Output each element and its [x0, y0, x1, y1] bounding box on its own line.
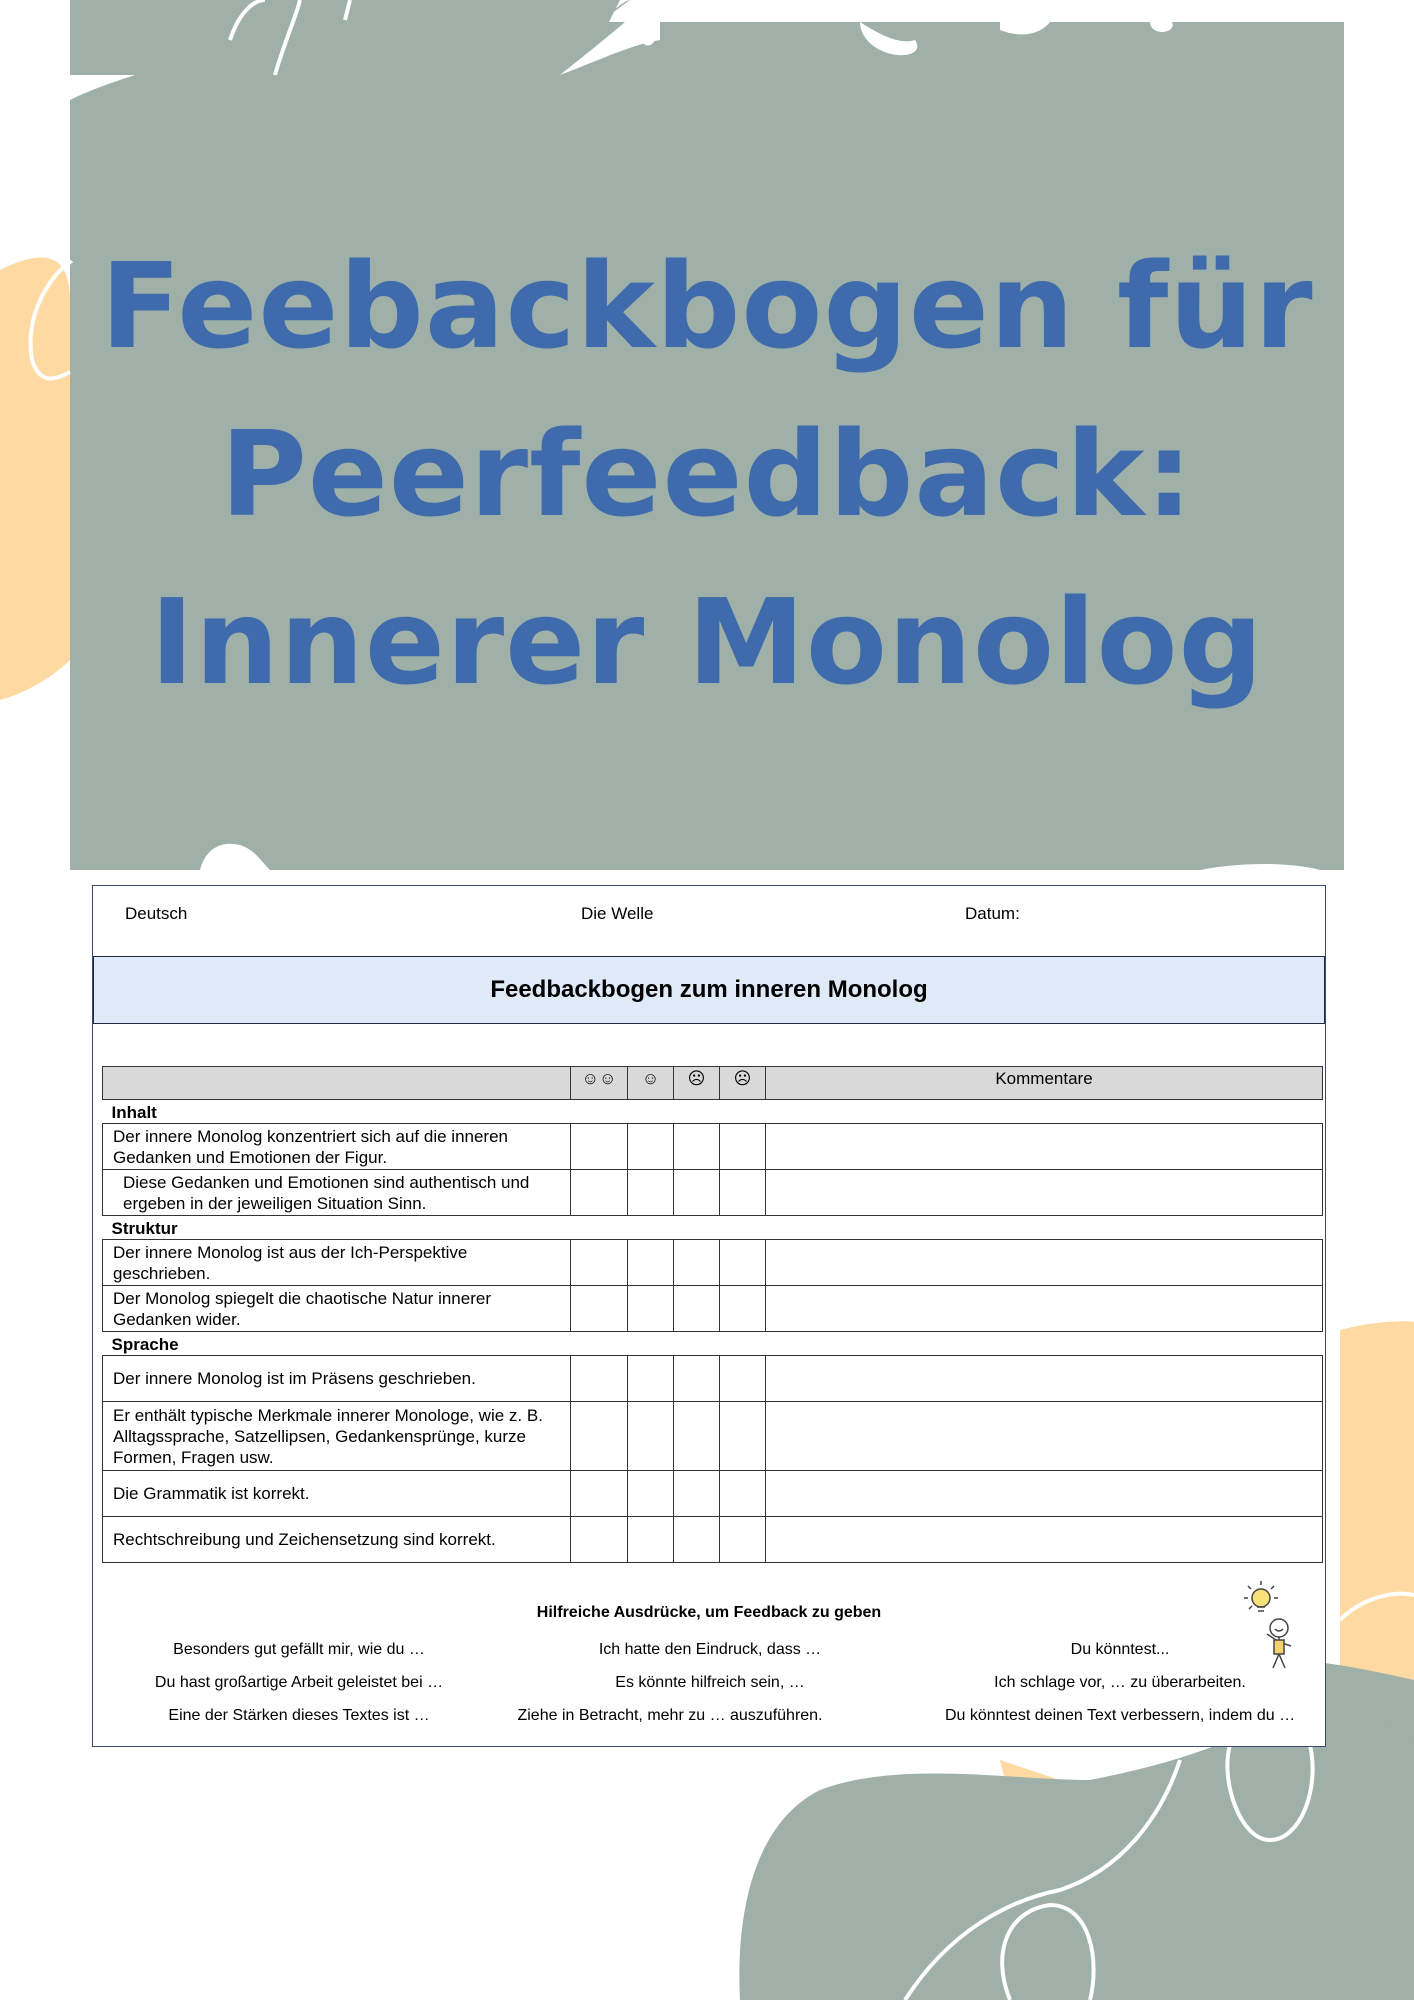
- phrase-row: [93, 1674, 1325, 1694]
- feedback-table: [102, 1066, 1323, 1563]
- page-title: [70, 222, 1344, 726]
- criterion-text: Der innere Monolog ist aus der Ich-Perspektive geschrieben.: [103, 1240, 571, 1286]
- rating-cell[interactable]: [674, 1517, 720, 1563]
- helpful-phrases: [93, 1604, 1325, 1724]
- rating-cell[interactable]: [571, 1286, 628, 1332]
- rating-cell[interactable]: [720, 1286, 766, 1332]
- date-label: Datum:: [965, 904, 1020, 923]
- comment-cell[interactable]: [766, 1286, 1323, 1332]
- rating-cell[interactable]: [674, 1402, 720, 1471]
- table-row: [103, 1240, 1323, 1286]
- topic-label: Die Welle: [581, 904, 654, 923]
- comment-cell[interactable]: [766, 1356, 1323, 1402]
- rating-cell[interactable]: [571, 1402, 628, 1471]
- peach-blob-left: [0, 258, 70, 700]
- criterion-text: Der innere Monolog ist im Präsens geschrieben.: [103, 1356, 571, 1402]
- table-row: [103, 1170, 1323, 1216]
- criterion-text: Die Grammatik ist korrekt.: [103, 1471, 571, 1517]
- criterion-text: Der Monolog spiegelt die chaotische Natur innerer Gedanken wider.: [103, 1286, 571, 1332]
- rating-cell[interactable]: [571, 1124, 628, 1170]
- rating-cell[interactable]: [571, 1356, 628, 1402]
- rating-cell[interactable]: [720, 1402, 766, 1471]
- rating-cell[interactable]: [720, 1471, 766, 1517]
- table-row: [103, 1356, 1323, 1402]
- section-label-sprache: Sprache: [111, 1335, 179, 1354]
- rating-cell[interactable]: [674, 1286, 720, 1332]
- rating-cell[interactable]: [674, 1471, 720, 1517]
- comment-cell[interactable]: [766, 1471, 1323, 1517]
- phrase: Es könnte hilfreich sein, …: [615, 1674, 805, 1691]
- rating-cell[interactable]: [720, 1517, 766, 1563]
- rating-cell[interactable]: [571, 1240, 628, 1286]
- table-header-row: [103, 1067, 1323, 1100]
- helpful-phrases-heading: Hilfreiche Ausdrücke, um Feedback zu geben: [536, 1604, 882, 1621]
- rating-cell[interactable]: [571, 1517, 628, 1563]
- rating-cell[interactable]: [720, 1124, 766, 1170]
- phrase: Ich hatte den Eindruck, dass …: [598, 1641, 822, 1658]
- rating-cell[interactable]: [720, 1356, 766, 1402]
- criterion-text: Er enthält typische Merkmale innerer Monologe, wie z. B. Alltagssprache, Satzellipsen, Gedankensprünge, kurze Formen, Fragen usw.: [103, 1402, 571, 1471]
- rating-cell[interactable]: [674, 1124, 720, 1170]
- comment-cell[interactable]: [766, 1402, 1323, 1471]
- happy-face-icon: ☺: [628, 1067, 674, 1100]
- comment-cell[interactable]: [766, 1517, 1323, 1563]
- subject-label: Deutsch: [125, 904, 188, 923]
- criteria-header: [103, 1067, 571, 1100]
- rating-cell[interactable]: [674, 1170, 720, 1216]
- worksheet-heading: Feedbackbogen zum inneren Monolog: [93, 956, 1325, 1024]
- title-line: Peerfeedback:: [220, 405, 1194, 543]
- rating-cell[interactable]: [571, 1471, 628, 1517]
- rating-cell[interactable]: [571, 1170, 628, 1216]
- phrase: Du könntest deinen Text verbessern, indem du …: [944, 1707, 1296, 1724]
- neutral-face-icon: ☹: [674, 1067, 720, 1100]
- criterion-text: Rechtschreibung und Zeichensetzung sind korrekt.: [103, 1517, 571, 1563]
- phrase: Ich schlage vor, … zu überarbeiten.: [994, 1674, 1246, 1691]
- phrase: Du könntest...: [1070, 1641, 1170, 1658]
- rating-cell[interactable]: [628, 1356, 674, 1402]
- section-label-inhalt: Inhalt: [111, 1103, 157, 1122]
- rating-cell[interactable]: [628, 1402, 674, 1471]
- phrase: Eine der Stärken dieses Textes ist …: [168, 1707, 430, 1724]
- sage-top-panel-upper: [70, 0, 620, 75]
- rating-cell[interactable]: [628, 1240, 674, 1286]
- sage-blob-right: [1344, 1690, 1414, 2000]
- phrase-row: [93, 1641, 1325, 1661]
- phrase: Du hast großartige Arbeit geleistet bei …: [154, 1674, 444, 1691]
- rating-cell[interactable]: [674, 1240, 720, 1286]
- rating-cell[interactable]: [720, 1240, 766, 1286]
- section-label-struktur: Struktur: [111, 1219, 178, 1238]
- phrase: Ziehe in Betracht, mehr zu … auszuführen.: [517, 1707, 823, 1724]
- rating-cell[interactable]: [628, 1124, 674, 1170]
- phrase-row: [93, 1707, 1325, 1727]
- comment-cell[interactable]: [766, 1124, 1323, 1170]
- feedback-worksheet: [92, 885, 1326, 1747]
- table-row: [103, 1402, 1323, 1471]
- table-row: [103, 1471, 1323, 1517]
- rating-cell[interactable]: [628, 1471, 674, 1517]
- criterion-text: Diese Gedanken und Emotionen sind authentisch und ergeben in der jeweiligen Situation Sinn.: [103, 1170, 571, 1216]
- table-row: [103, 1286, 1323, 1332]
- rating-cell[interactable]: [628, 1170, 674, 1216]
- comments-header: Kommentare: [766, 1067, 1323, 1100]
- peach-blob-right: [1340, 1321, 1414, 1720]
- rating-cell[interactable]: [628, 1286, 674, 1332]
- table-row: [103, 1517, 1323, 1563]
- rating-cell[interactable]: [628, 1517, 674, 1563]
- criterion-text: Der innere Monolog konzentriert sich auf die inneren Gedanken und Emotionen der Figur.: [103, 1124, 571, 1170]
- title-line: Innerer Monolog: [150, 573, 1264, 711]
- rating-cell[interactable]: [720, 1170, 766, 1216]
- table-row: [103, 1124, 1323, 1170]
- phrase: Besonders gut gefällt mir, wie du …: [173, 1641, 425, 1658]
- comment-cell[interactable]: [766, 1170, 1323, 1216]
- comment-cell[interactable]: [766, 1240, 1323, 1286]
- sad-face-icon: ☹: [720, 1067, 766, 1100]
- title-line: Feebackbogen für: [100, 237, 1314, 375]
- very-happy-face-icon: ☺☺: [571, 1067, 628, 1100]
- rating-cell[interactable]: [674, 1356, 720, 1402]
